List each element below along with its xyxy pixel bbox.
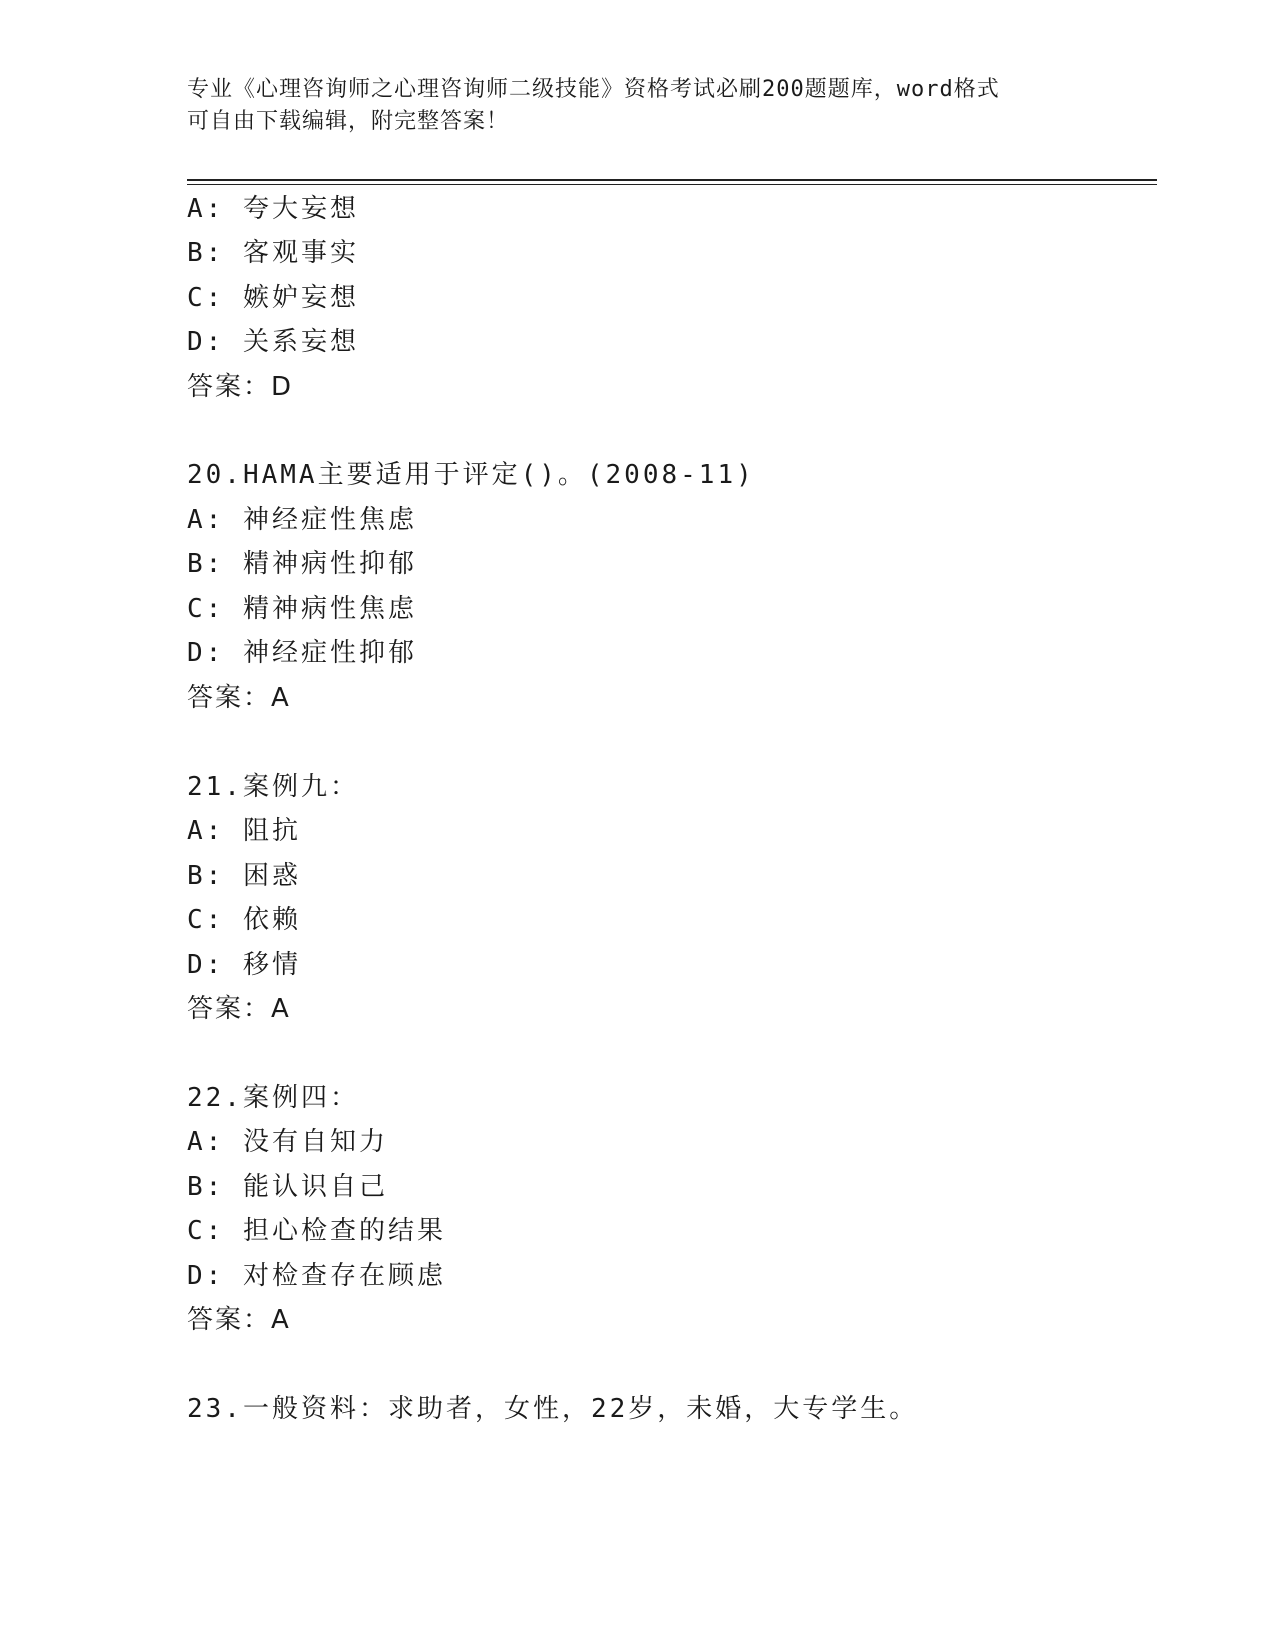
q19-option-d: D: 关系妄想 bbox=[187, 327, 359, 357]
q19-option-c: C: 嫉妒妄想 bbox=[187, 283, 359, 313]
q20-option-a: A: 神经症性焦虑 bbox=[187, 505, 417, 535]
q21-answer: 答案：A bbox=[187, 994, 291, 1024]
q21-option-c: C: 依赖 bbox=[187, 905, 301, 935]
header-rule-thick bbox=[187, 179, 1157, 181]
q19-option-a: A: 夸大妄想 bbox=[187, 194, 359, 224]
q21-stem: 21.案例九： bbox=[187, 772, 359, 802]
q22-option-b: B: 能认识自己 bbox=[187, 1172, 388, 1202]
q23-stem: 23.一般资料：求助者，女性，22岁，未婚，大专学生。 bbox=[187, 1394, 919, 1424]
q20-answer: 答案：A bbox=[187, 683, 291, 713]
q22-option-d: D: 对检查存在顾虑 bbox=[187, 1261, 446, 1291]
q22-option-a: A: 没有自知力 bbox=[187, 1127, 388, 1157]
q20-option-c: C: 精神病性焦虑 bbox=[187, 594, 417, 624]
q19-option-b: B: 客观事实 bbox=[187, 238, 359, 268]
q22-option-c: C: 担心检查的结果 bbox=[187, 1216, 446, 1246]
q21-option-b: B: 困惑 bbox=[187, 861, 301, 891]
q19-answer: 答案：D bbox=[187, 372, 294, 402]
q20-option-d: D: 神经症性抑郁 bbox=[187, 638, 417, 668]
q20-stem: 20.HAMA主要适用于评定()。(2008-11) bbox=[187, 460, 755, 490]
header-rule-thin bbox=[187, 184, 1157, 185]
q21-option-d: D: 移情 bbox=[187, 950, 301, 980]
header-line-2: 可自由下载编辑，附完整答案！ bbox=[187, 109, 510, 134]
q22-stem: 22.案例四： bbox=[187, 1083, 359, 1113]
q21-option-a: A: 阻抗 bbox=[187, 816, 301, 846]
q20-option-b: B: 精神病性抑郁 bbox=[187, 549, 417, 579]
q22-answer: 答案：A bbox=[187, 1305, 291, 1335]
header-line-1: 专业《心理咨询师之心理咨询师二级技能》资格考试必刷200题题库，word格式 bbox=[187, 77, 1000, 102]
document-header bbox=[187, 74, 1087, 138]
